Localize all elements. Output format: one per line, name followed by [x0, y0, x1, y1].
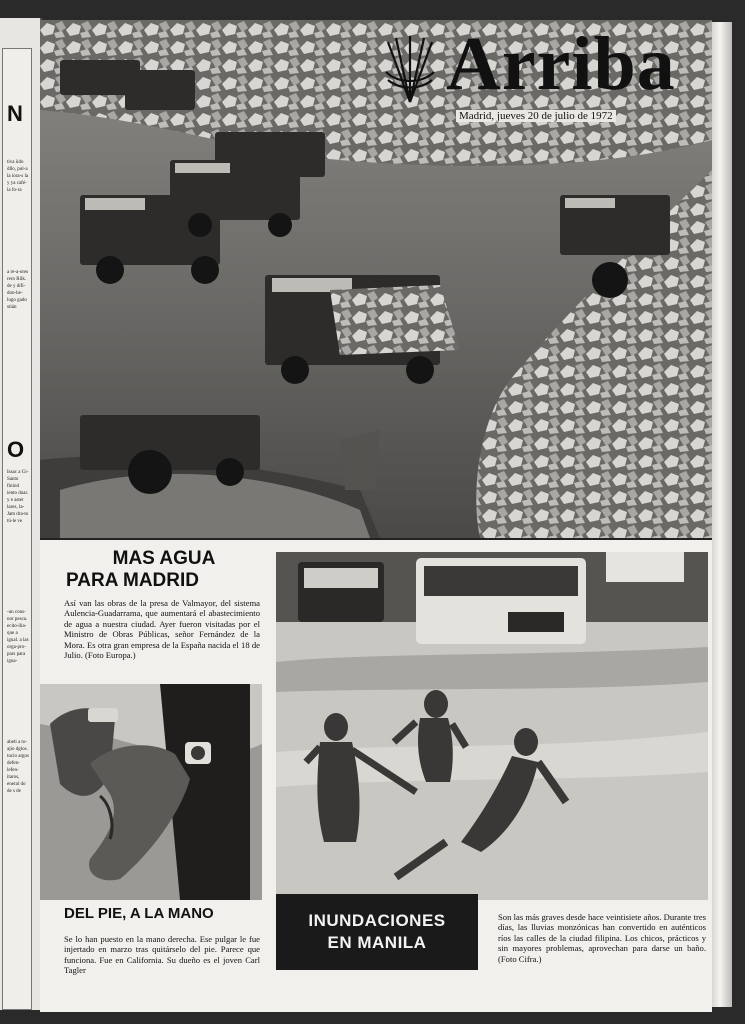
agua-caption: Así van las obras de la presa de Valmayor, del sistema Aulencia-Guadarrama, que aumentará el abastecimiento de agua a nuestra ciudad. Ayer fueron visitadas por el Ministro de Obras Públicas, señor Fernández de la Mora. Es otra gran empresa de la España nacida el 18 de Julio. (Foto Europa.)	[64, 598, 260, 661]
agua-headline-line2: PARA MADRID	[66, 570, 199, 591]
left-page-letter-2: O	[7, 437, 25, 462]
yoke-and-arrows-emblem	[378, 28, 442, 108]
section-divider	[40, 538, 712, 540]
masthead-date: Madrid, jueves 20 de julio de 1972	[456, 110, 616, 122]
manila-headline-line2: EN MANILA	[327, 933, 427, 952]
pie-caption: Se lo han puesto en la mano derecha. Ese pulgar le fue injertado en marzo tras quitárselo del pie. Parece que funciona. Fue en California. Su dueño es el joven Carl Tagler	[64, 934, 260, 976]
left-page-text-2: a re-a-ores rero Rilk. de y difi-don-he-lugo gado stián	[7, 270, 29, 310]
manila-headline-line1: INUNDACIONES	[308, 911, 446, 930]
left-page-column	[2, 48, 32, 1010]
masthead	[388, 22, 708, 122]
hand-transplant-photo	[40, 684, 262, 900]
left-page-letter-1: N	[7, 101, 23, 126]
manila-flood-photo	[276, 552, 708, 900]
left-page-text-4: -un cons-nor pesca. ecito-ilia-que a igual. a las orga-pro-pars para igua-	[7, 610, 29, 664]
agua-headline	[64, 548, 264, 570]
left-page-text-3: Issac a Gi-Santo finind iento duar. y e aster lares, la-Jam dra-to tú-le ve	[7, 470, 29, 524]
manila-caption: Son las más graves desde hace veintisiete años. Durante tres días, las lluvias monzónicas han convertido en auténticos ríos las calles de la ciudad filipina. Los chicos, prácticos y sin mayores problemas, aprovechan para darse un baño. (Foto Cifra.)	[498, 912, 706, 964]
left-page-text-5: abeti a to-ajio dglos. tucio argos defen-lefen-itaros, eneral do de s de	[7, 740, 29, 794]
pie-headline: DEL PIE, A LA MANO	[64, 905, 214, 922]
masthead-title: Arriba	[446, 22, 676, 106]
left-page-edge	[0, 18, 42, 1010]
front-page	[40, 20, 712, 1012]
agua-headline-line1: MAS AGUA	[112, 548, 216, 569]
manila-headline-box	[276, 894, 478, 970]
left-page-text-1: tiva iido dllo, pul-a la iora-s la y ya café-la fo-ra	[7, 160, 29, 193]
agua-headline-2	[66, 570, 266, 592]
page-edge-right	[712, 22, 732, 1007]
